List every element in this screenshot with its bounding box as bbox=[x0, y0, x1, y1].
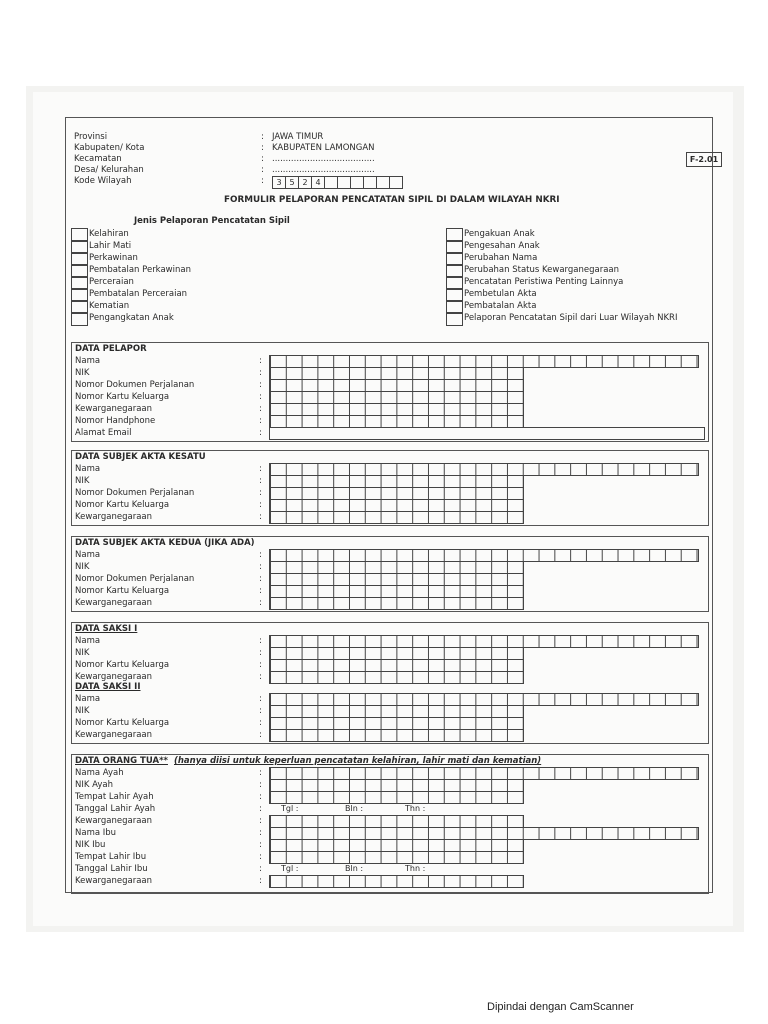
row-kewarganegaraan bbox=[75, 671, 705, 683]
jenis-label: Pengangkatan Anak bbox=[89, 313, 174, 323]
field-label: Tanggal Lahir Ayah bbox=[75, 804, 156, 814]
colon: : bbox=[259, 368, 262, 378]
row-nik bbox=[75, 475, 705, 487]
kode-digit[interactable] bbox=[389, 176, 403, 189]
field-label: Nama bbox=[75, 694, 101, 704]
kode-digit[interactable] bbox=[363, 176, 377, 189]
colon: : bbox=[259, 476, 262, 486]
field-label: Nomor Kartu Keluarga bbox=[75, 718, 170, 728]
colon: : bbox=[259, 718, 262, 728]
value-kecamatan: ...................................... bbox=[272, 154, 375, 164]
char-boxes[interactable] bbox=[269, 729, 524, 742]
row-nama bbox=[75, 355, 705, 367]
colon: : bbox=[259, 864, 262, 874]
label-kode-wilayah: Kode Wilayah bbox=[74, 176, 132, 186]
field-label: Nama bbox=[75, 550, 101, 560]
char-boxes[interactable] bbox=[269, 875, 524, 888]
colon: : bbox=[259, 876, 262, 886]
field-label: Nomor Kartu Keluarga bbox=[75, 392, 170, 402]
row-kk bbox=[75, 717, 705, 729]
section-title: DATA SAKSI I bbox=[75, 624, 138, 634]
jenis-label: Perceraian bbox=[89, 277, 134, 287]
row-email bbox=[75, 427, 705, 439]
char-boxes[interactable] bbox=[269, 597, 524, 610]
colon: : bbox=[259, 852, 262, 862]
field-label: Nama bbox=[75, 464, 101, 474]
row-kewarganegaraan bbox=[75, 511, 705, 523]
colon: : bbox=[259, 706, 262, 716]
row-tanggal-lahir-ayah bbox=[75, 803, 705, 815]
colon: : bbox=[259, 586, 262, 596]
colon: : bbox=[261, 143, 264, 153]
kode-digit[interactable]: 2 bbox=[298, 176, 312, 189]
row-kewarganegaraan bbox=[75, 597, 705, 609]
row-kewarganegaraan-ibu bbox=[75, 875, 705, 887]
row-nik bbox=[75, 561, 705, 573]
field-label: Tempat Lahir Ayah bbox=[75, 792, 154, 802]
row-nama bbox=[75, 549, 705, 561]
jenis-label: Perubahan Status Kewarganegaraan bbox=[464, 265, 620, 275]
field-label: Nomor Dokumen Perjalanan bbox=[75, 574, 195, 584]
kode-digit[interactable]: 5 bbox=[285, 176, 299, 189]
tgl-label: Tgl : bbox=[281, 864, 299, 873]
jenis-label: Pencatatan Peristiwa Penting Lainnya bbox=[464, 277, 624, 287]
colon: : bbox=[259, 512, 262, 522]
field-label: Kewarganegaraan bbox=[75, 512, 153, 522]
row-nik bbox=[75, 647, 705, 659]
jenis-label: Kematian bbox=[89, 301, 130, 311]
row-kewarganegaraan bbox=[75, 403, 705, 415]
jenis-label: Pengakuan Anak bbox=[464, 229, 535, 239]
field-label: NIK bbox=[75, 648, 90, 658]
jenis-label: Pembatalan Perkawinan bbox=[89, 265, 191, 275]
jenis-label: Pembetulan Akta bbox=[464, 289, 537, 299]
row-dokumen bbox=[75, 487, 705, 499]
colon: : bbox=[261, 154, 264, 164]
colon: : bbox=[259, 804, 262, 814]
section-subjek-kesatu bbox=[71, 450, 709, 526]
row-kk bbox=[75, 659, 705, 671]
jenis-label: Pelaporan Pencatatan Sipil dari Luar Wilayah NKRI bbox=[464, 313, 678, 323]
section-orang-tua bbox=[71, 754, 709, 894]
row-nik bbox=[75, 705, 705, 717]
form-title: FORMULIR PELAPORAN PENCATATAN SIPIL DI DALAM WILAYAH NKRI bbox=[224, 195, 560, 205]
field-label: Nomor Kartu Keluarga bbox=[75, 586, 170, 596]
row-dokumen bbox=[75, 379, 705, 391]
row-kewarganegaraan-ayah bbox=[75, 815, 705, 827]
section-subjek-kedua bbox=[71, 536, 709, 612]
row-kk bbox=[75, 499, 705, 511]
field-label: NIK bbox=[75, 562, 90, 572]
section-title: DATA ORANG TUA** bbox=[75, 756, 168, 766]
label-desa: Desa/ Kelurahan bbox=[74, 165, 144, 175]
value-kabupaten: KABUPATEN LAMONGAN bbox=[272, 143, 375, 153]
colon: : bbox=[259, 550, 262, 560]
field-label: Nomor Kartu Keluarga bbox=[75, 500, 170, 510]
colon: : bbox=[259, 392, 262, 402]
colon: : bbox=[261, 176, 264, 186]
colon: : bbox=[259, 598, 262, 608]
colon: : bbox=[259, 816, 262, 826]
field-label: Nama Ayah bbox=[75, 768, 124, 778]
colon: : bbox=[259, 792, 262, 802]
kode-digit[interactable] bbox=[324, 176, 338, 189]
kode-wilayah-boxes[interactable] bbox=[272, 176, 403, 189]
scanner-footer: Dipindai dengan CamScanner bbox=[487, 1001, 634, 1013]
row-nama bbox=[75, 635, 705, 647]
kode-digit[interactable]: 3 bbox=[272, 176, 286, 189]
jenis-heading: Jenis Pelaporan Pencatatan Sipil bbox=[134, 216, 290, 226]
field-label: Tempat Lahir Ibu bbox=[75, 852, 147, 862]
field-label: Tanggal Lahir Ibu bbox=[75, 864, 148, 874]
row-nama bbox=[75, 693, 705, 705]
row-kewarganegaraan bbox=[75, 729, 705, 741]
field-label: NIK bbox=[75, 706, 90, 716]
char-boxes[interactable] bbox=[269, 671, 524, 684]
colon: : bbox=[259, 488, 262, 498]
colon: : bbox=[259, 500, 262, 510]
field-label: Nama bbox=[75, 356, 101, 366]
label-kabupaten: Kabupaten/ Kota bbox=[74, 143, 145, 153]
field-label: NIK bbox=[75, 476, 90, 486]
field-label: NIK Ayah bbox=[75, 780, 114, 790]
colon: : bbox=[259, 730, 262, 740]
checkbox[interactable] bbox=[446, 312, 463, 326]
row-handphone bbox=[75, 415, 705, 427]
char-boxes[interactable] bbox=[269, 511, 524, 524]
form-code: F-2.01 bbox=[686, 152, 722, 167]
field-label: Nomor Handphone bbox=[75, 416, 156, 426]
thn-label: Thn : bbox=[405, 804, 426, 813]
row-kk bbox=[75, 391, 705, 403]
colon: : bbox=[259, 840, 262, 850]
colon: : bbox=[259, 780, 262, 790]
kode-digit[interactable]: 4 bbox=[311, 176, 325, 189]
row-tempat-lahir-ayah bbox=[75, 791, 705, 803]
colon: : bbox=[259, 356, 262, 366]
form-sheet bbox=[33, 92, 733, 926]
field-label: NIK Ibu bbox=[75, 840, 106, 850]
section-data-pelapor bbox=[71, 342, 709, 442]
row-dokumen bbox=[75, 573, 705, 585]
row-nik-ibu bbox=[75, 839, 705, 851]
jenis-label: Pembatalan Perceraian bbox=[89, 289, 188, 299]
colon: : bbox=[261, 165, 264, 175]
field-label: Alamat Email bbox=[75, 428, 132, 438]
field-label: Nama bbox=[75, 636, 101, 646]
email-field[interactable] bbox=[269, 427, 705, 440]
section-title: DATA PELAPOR bbox=[75, 344, 147, 354]
colon: : bbox=[259, 380, 262, 390]
section-title: DATA SUBJEK AKTA KESATU bbox=[75, 452, 206, 462]
jenis-label: Pengesahan Anak bbox=[464, 241, 540, 251]
field-label: NIK bbox=[75, 368, 90, 378]
value-desa: ...................................... bbox=[272, 165, 375, 175]
checkbox[interactable] bbox=[71, 312, 88, 326]
colon: : bbox=[259, 694, 262, 704]
label-provinsi: Provinsi bbox=[74, 132, 108, 142]
field-label: Kewarganegaraan bbox=[75, 404, 153, 414]
row-nama bbox=[75, 463, 705, 475]
bln-label: Bln : bbox=[345, 864, 364, 873]
value-provinsi: JAWA TIMUR bbox=[272, 132, 324, 142]
section-note: (hanya diisi untuk keperluan pencatatan kelahiran, lahir mati dan kematian) bbox=[174, 756, 542, 766]
colon: : bbox=[261, 132, 264, 142]
field-label: Nomor Dokumen Perjalanan bbox=[75, 380, 195, 390]
jenis-label: Perubahan Nama bbox=[464, 253, 538, 263]
colon: : bbox=[259, 404, 262, 414]
tgl-label: Tgl : bbox=[281, 804, 299, 813]
row-nama-ayah bbox=[75, 767, 705, 779]
field-label: Kewarganegaraan bbox=[75, 816, 153, 826]
colon: : bbox=[259, 636, 262, 646]
kode-digit[interactable] bbox=[350, 176, 364, 189]
row-tempat-lahir-ibu bbox=[75, 851, 705, 863]
row-nik bbox=[75, 367, 705, 379]
field-label: Nama Ibu bbox=[75, 828, 117, 838]
colon: : bbox=[259, 416, 262, 426]
row-nik-ayah bbox=[75, 779, 705, 791]
thn-label: Thn : bbox=[405, 864, 426, 873]
colon: : bbox=[259, 768, 262, 778]
section-saksi bbox=[71, 622, 709, 744]
kode-digit[interactable] bbox=[376, 176, 390, 189]
field-label: Kewarganegaraan bbox=[75, 598, 153, 608]
kode-digit[interactable] bbox=[337, 176, 351, 189]
colon: : bbox=[259, 428, 262, 438]
field-label: Kewarganegaraan bbox=[75, 876, 153, 886]
colon: : bbox=[259, 648, 262, 658]
field-label: Kewarganegaraan bbox=[75, 672, 153, 682]
row-nama-ibu bbox=[75, 827, 705, 839]
section-title: DATA SAKSI II bbox=[75, 682, 141, 692]
colon: : bbox=[259, 828, 262, 838]
jenis-label: Pembatalan Akta bbox=[464, 301, 537, 311]
row-tanggal-lahir-ibu bbox=[75, 863, 705, 875]
jenis-label: Kelahiran bbox=[89, 229, 129, 239]
row-kk bbox=[75, 585, 705, 597]
colon: : bbox=[259, 660, 262, 670]
colon: : bbox=[259, 672, 262, 682]
section-title: DATA SUBJEK AKTA KEDUA (JIKA ADA) bbox=[75, 538, 255, 548]
jenis-label: Perkawinan bbox=[89, 253, 138, 263]
jenis-label: Lahir Mati bbox=[89, 241, 132, 251]
field-label: Nomor Dokumen Perjalanan bbox=[75, 488, 195, 498]
colon: : bbox=[259, 464, 262, 474]
field-label: Nomor Kartu Keluarga bbox=[75, 660, 170, 670]
scanned-paper bbox=[26, 86, 744, 932]
field-label: Kewarganegaraan bbox=[75, 730, 153, 740]
bln-label: Bln : bbox=[345, 804, 364, 813]
colon: : bbox=[259, 574, 262, 584]
label-kecamatan: Kecamatan bbox=[74, 154, 122, 164]
colon: : bbox=[259, 562, 262, 572]
